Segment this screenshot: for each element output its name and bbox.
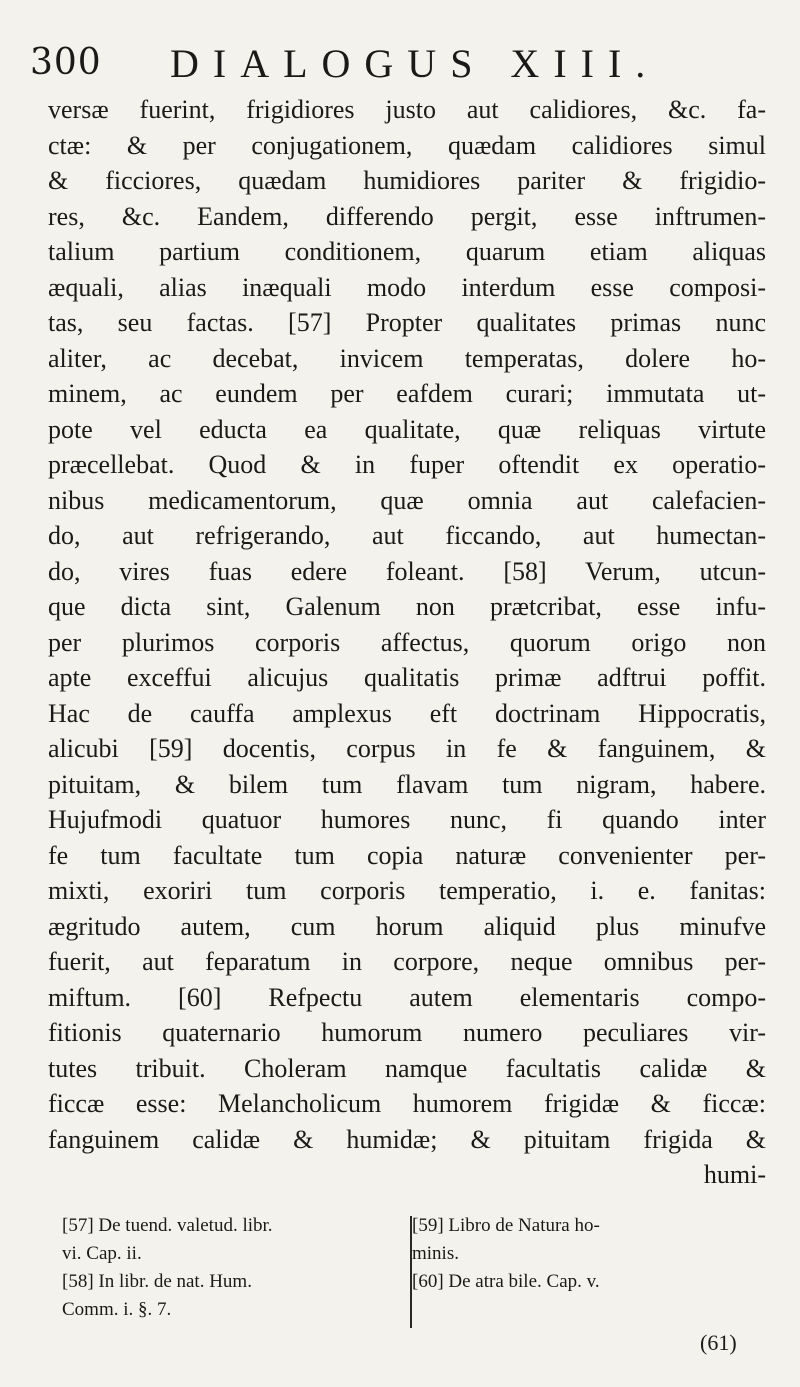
text-line: ficcæ esse: Melancholicum humorem frigidæ & ficcæ: <box>48 1089 766 1118</box>
footnotes-right-column <box>412 1212 772 1296</box>
text-line: res, &c. Eandem, differendo pergit, esse inftrumen- <box>48 201 766 231</box>
text-line: ægritudo autem, cum horum aliquid plus minufve <box>48 911 766 941</box>
text-line: que dicta sint, Galenum non prætcribat, esse infu- <box>48 592 766 621</box>
text-line: pote vel educta ea qualitate, quæ reliquas virtute <box>48 414 766 444</box>
text-line: fanguinem calidæ & humidæ; & pituitam frigida & <box>48 1124 766 1154</box>
running-title: DIALOGUS XIII. <box>170 41 660 86</box>
text-line: pituitam, & bilem tum flavam tum nigram, habere. <box>48 769 766 799</box>
text-line: præcellebat. Quod & in fuper oftendit ex operatio- <box>48 450 766 479</box>
text-line: nibus medicamentorum, quæ omnia aut calefacien- <box>48 485 766 515</box>
page-header <box>30 40 770 90</box>
text-line: fe tum facultate tum copia naturæ convenienter per- <box>48 840 766 870</box>
text-line: tas, seu factas. [57] Propter qualitates primas nunc <box>48 308 766 337</box>
text-line: talium partium conditionem, quarum etiam aliquas <box>48 237 766 266</box>
text-line: tutes tribuit. Choleram namque facultatis calidæ & <box>48 1053 766 1083</box>
catchword: humi- <box>703 1160 766 1189</box>
text-line: alicubi [59] docentis, corpus in fe & fanguinem, & <box>48 734 766 763</box>
text-line: miftum. [60] Refpectu autem elementaris compo- <box>48 982 766 1012</box>
footnote-line: [59] Libro de Natura ho- <box>412 1215 600 1236</box>
footnote-line: minis. <box>412 1243 459 1264</box>
text-line: versæ fuerint, frigidiores justo aut calidiores, &c. fa- <box>48 95 766 124</box>
footnote-line: Comm. i. §. 7. <box>62 1299 172 1320</box>
body-text <box>48 92 766 1193</box>
footnote-line: [60] De atra bile. Cap. v. <box>412 1271 600 1292</box>
footnote-line: [58] In libr. de nat. Hum. <box>62 1271 252 1292</box>
text-line: do, vires fuas edere foleant. [58] Verum, utcun- <box>48 556 766 586</box>
signature-mark: (61) <box>700 1330 737 1355</box>
footnote-line: [57] De tuend. valetud. libr. <box>62 1215 273 1236</box>
footnotes <box>62 1212 762 1332</box>
text-line: ctæ: & per conjugationem, quædam calidiores simul <box>48 130 766 160</box>
text-line: æquali, alias inæquali modo interdum esse composi- <box>48 272 766 302</box>
text-line: Hujufmodi quatuor humores nunc, fi quando inter <box>48 805 766 834</box>
text-line: apte exceffui alicujus qualitatis primæ adftrui poffit. <box>48 663 766 692</box>
text-line: aliter, ac decebat, invicem temperatas, dolere ho- <box>48 343 766 373</box>
text-line: per plurimos corporis affectus, quorum origo non <box>48 627 766 657</box>
footnotes-left-column <box>62 1212 402 1324</box>
text-line: fuerit, aut feparatum in corpore, neque omnibus per- <box>48 947 766 976</box>
text-line: fitionis quaternario humorum numero peculiares vir- <box>48 1018 766 1047</box>
text-line: minem, ac eundem per eafdem curari; immutata ut- <box>48 379 766 408</box>
page-number: 300 <box>30 42 102 83</box>
text-line: mixti, exoriri tum corporis temperatio, i. e. fanitas: <box>48 876 766 905</box>
footnote-line: vi. Cap. ii. <box>62 1243 142 1264</box>
text-line: do, aut refrigerando, aut ficcando, aut humectan- <box>48 521 766 550</box>
text-line: Hac de cauffa amplexus eft doctrinam Hippocratis, <box>48 698 766 728</box>
text-line: & ficciores, quædam humidiores pariter & frigidio- <box>48 166 766 195</box>
